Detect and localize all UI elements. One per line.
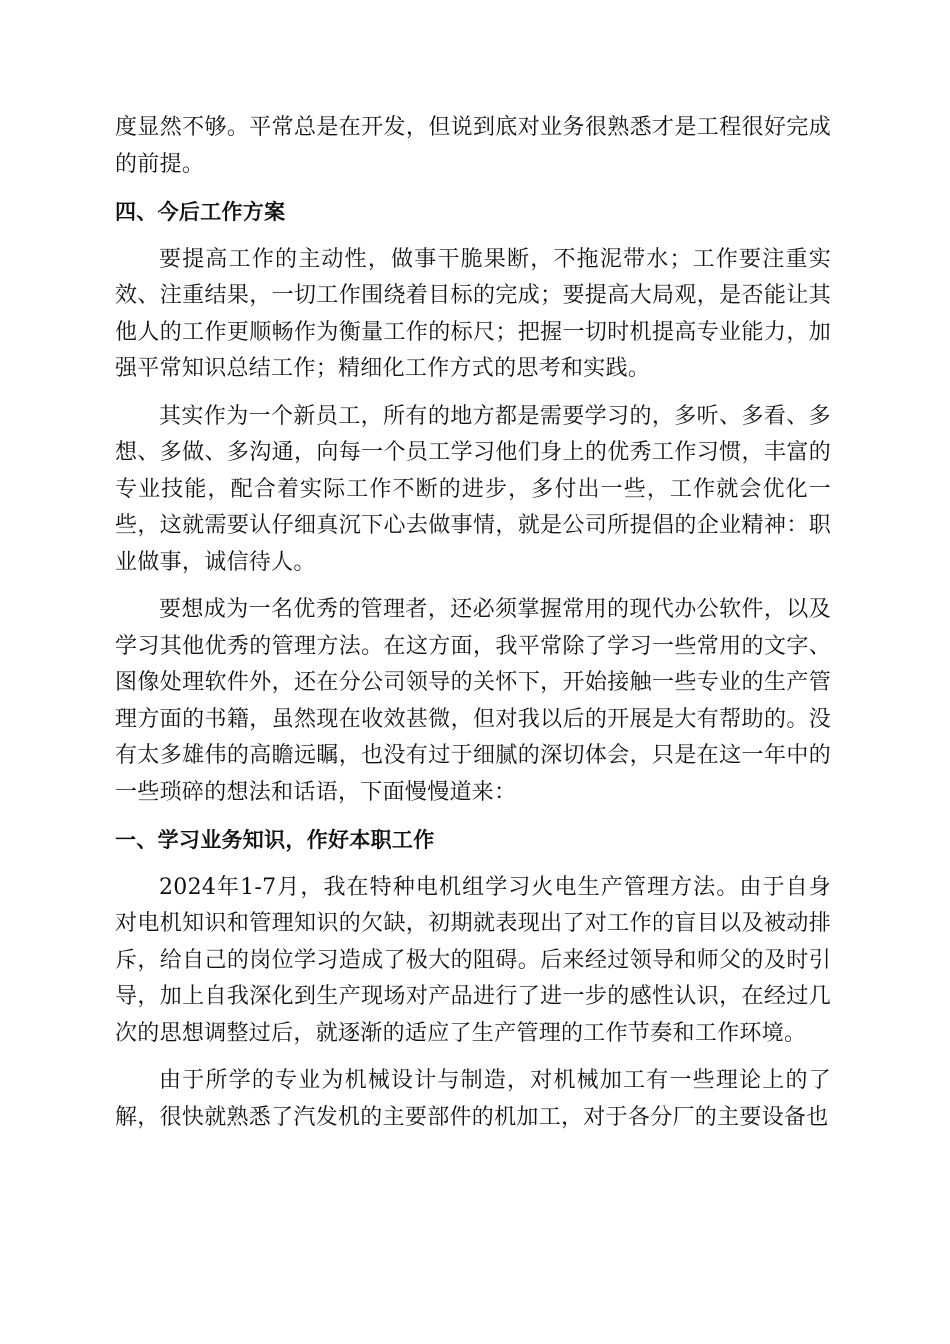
paragraph-work-initiative: 要提高工作的主动性，做事干脆果断，不拖泥带水；工作要注重实效、注重结果，一切工作围绕着目标的完成；要提高大局观，是否能让其他人的工作更顺畅作为衡量工作的标尺；把握一切时机提高专业能力，加强平常知识总结工作；精细化工作方式的思考和实践。 bbox=[115, 246, 831, 381]
section-heading-learn-business: 一、学习业务知识，作好本职工作 bbox=[115, 828, 435, 852]
paragraph-new-employee: 其实作为一个新员工，所有的地方都是需要学习的，多听、多看、多想、多做、多沟通，向每一个员工学习他们身上的优秀工作习惯，丰富的专业技能，配合着实际工作不断的进步，多付出一些，工作就会优化一些，这就需要认仔细真沉下心去做事情，就是公司所提倡的企业精神：职业做事，诚信待人。 bbox=[115, 403, 831, 575]
paragraph-continuation: 度显然不够。平常总是在开发，但说到底对业务很熟悉才是工程很好完成的前提。 bbox=[115, 115, 831, 177]
paragraph-mechanical-major: 由于所学的专业为机械设计与制造，对机械加工有一些理论上的了解，很快就熟悉了汽发机的主要部件的机加工，对于各分厂的主要设备也 bbox=[115, 1068, 831, 1130]
document-body bbox=[115, 110, 831, 1147]
paragraph-office-software: 要想成为一名优秀的管理者，还必须掌握常用的现代办公软件，以及学习其他优秀的管理方法。在这方面，我平常除了学习一些常用的文字、图像处理软件外，还在分公司领导的关怀下，开始接触一些专业的生产管理方面的书籍，虽然现在收效甚微，但对我以后的开展是大有帮助的。没有太多雄伟的高瞻远瞩，也没有过于细腻的深切体会，只是在这一年中的一些琐碎的想法和话语，下面慢慢道来： bbox=[115, 597, 831, 805]
section-heading-future-plan: 四、今后工作方案 bbox=[115, 200, 286, 224]
paragraph-motor-group: 2024年1-7月，我在特种电机组学习火电生产管理方法。由于自身对电机知识和管理知识的欠缺，初期就表现出了对工作的盲目以及被动排斥，给自己的岗位学习造成了极大的阻碍。后来经过领导和师父的及时引导，加上自我深化到生产现场对产品进行了进一步的感性认识，在经过几次的思想调整过后，就逐渐的适应了生产管理的工作节奏和工作环境。 bbox=[115, 874, 831, 1046]
